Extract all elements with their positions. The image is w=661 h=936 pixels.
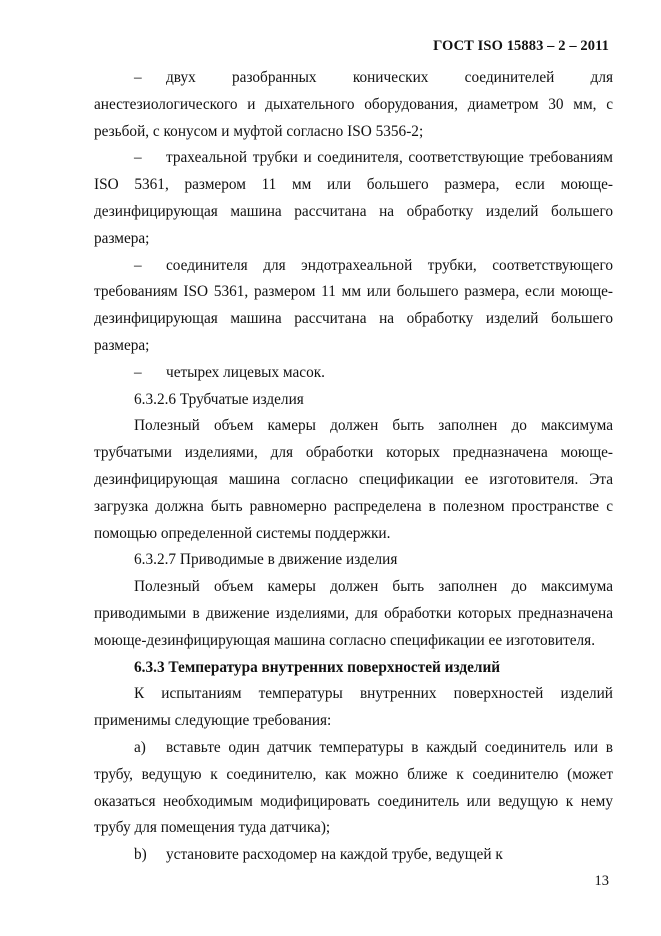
section-heading-633: 6.3.3 Температура внутренних поверхностей изделий: [134, 658, 501, 676]
section-heading-6327: 6.3.2.7 Приводимые в движение изделия: [134, 551, 398, 569]
standard-header: ГОСТ ISO 15883 – 2 – 2011: [433, 38, 609, 54]
list-item-text: четырех лицевых масок.: [166, 363, 325, 381]
section-intro-633: К испытаниям температуры внутренних поверхностей изделий применимы следующие требования:: [94, 685, 613, 730]
list-item-text: соединителя для эндотрахеальной трубки, соответствующего требованиям ISO 5361, размером 11 мм или большего размера, если моюще-дезинфицирующая машина рассчитана на обработку изделий большего размера;: [94, 256, 613, 354]
section-text-6326: Полезный объем камеры должен быть заполнен до максимума трубчатыми изделиями, для обработки которых предназначена моюще-дезинфицирующая машина согласно спецификации ее изготовителя. Эта загрузка должна быть равномерно распределена в полезном пространстве с помощью определенной системы поддержки.: [94, 417, 613, 542]
list-marker-a: a): [134, 738, 146, 756]
list-marker-b: b): [134, 846, 147, 864]
list-item-face-masks: [94, 360, 613, 387]
list-item-endotracheal-connector: [94, 253, 613, 360]
list-item-a-text: вставьте один датчик температуры в каждый соединитель или в трубу, ведущую к соединителю, как можно ближе к соединителю (может оказаться необходимым модифицировать соединитель или ведущую к нему трубу для помещения туда датчика);: [94, 738, 613, 837]
list-item-text: трахеальной трубки и соединителя, соответствующие требованиям ISO 5361, размером 11 мм или большего размера, если моюще-дезинфицирующая машина рассчитана на обработку изделий большего размера;: [94, 149, 613, 247]
list-item-b: [94, 842, 613, 869]
list-dash: –: [134, 256, 142, 274]
list-item-text: двух разобранных конических соединителей для анестезиологического и дыхательного оборудования, диаметром 30 мм, с резьбой, с конусом и муфтой согласно ISO 5356-2;: [94, 69, 613, 140]
list-item-connectors: [94, 65, 613, 145]
list-item-b-text: установите расходомер на каждой трубе, ведущей к: [166, 846, 503, 864]
list-dash: –: [134, 149, 142, 167]
section-heading-6326: 6.3.2.6 Трубчатые изделия: [134, 390, 304, 408]
list-dash: –: [134, 69, 142, 86]
page-number: 13: [594, 873, 609, 889]
list-item-tracheal-tube: [94, 145, 613, 252]
document-body: [94, 65, 613, 869]
list-item-a: [94, 735, 613, 842]
list-dash: –: [134, 363, 142, 381]
section-text-6327: Полезный объем камеры должен быть заполнен до максимума приводимыми в движение изделиями, для обработки которых предназначена моюще-дезинфицирующая машина согласно спецификации ее изготовителя.: [94, 578, 613, 649]
